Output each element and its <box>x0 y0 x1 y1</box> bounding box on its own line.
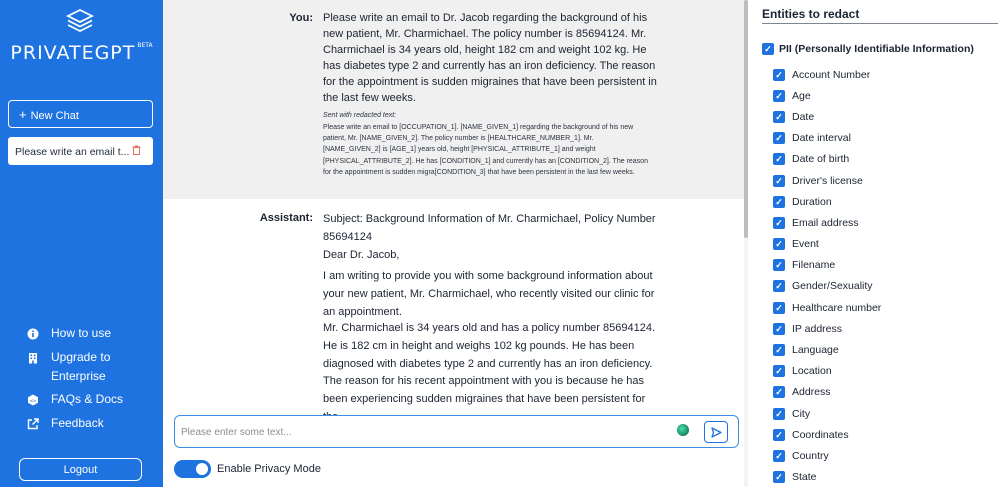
entity-item[interactable] <box>773 212 881 233</box>
sidebar <box>0 0 163 487</box>
check-icon[interactable]: ✓ <box>773 90 785 102</box>
entity-item[interactable] <box>773 403 881 424</box>
entity-item[interactable] <box>773 424 881 445</box>
entity-label: Address <box>792 386 831 399</box>
pii-group-label: PII (Personally Identifiable Information) <box>779 43 974 55</box>
assistant-speaker-label: Assistant: <box>259 212 313 224</box>
check-icon[interactable]: ✓ <box>773 365 785 377</box>
entity-label: Event <box>792 238 819 251</box>
check-icon[interactable]: ✓ <box>773 69 785 81</box>
stack-logo-icon <box>67 9 93 33</box>
send-icon <box>711 427 722 438</box>
check-icon[interactable]: ✓ <box>773 238 785 250</box>
entity-label: IP address <box>792 322 843 335</box>
status-dot-icon <box>677 424 689 436</box>
panel-title: Entities to redact <box>762 7 860 21</box>
assistant-paragraph: Subject: Background Information of Mr. Charmichael, Policy Number 85694124 <box>323 213 656 243</box>
entity-item[interactable] <box>773 64 881 85</box>
check-icon[interactable]: ✓ <box>773 408 785 420</box>
chat-history-item[interactable] <box>8 137 153 165</box>
check-icon[interactable]: ✓ <box>773 450 785 462</box>
check-icon[interactable]: ✓ <box>773 132 785 144</box>
entity-item[interactable] <box>773 85 881 106</box>
privacy-mode-toggle[interactable] <box>174 460 211 478</box>
check-icon[interactable]: ✓ <box>773 471 785 483</box>
faqs-docs-link[interactable]: <> FAQs & Docs <box>27 393 123 409</box>
check-icon[interactable]: ✓ <box>773 217 785 229</box>
building-icon <box>27 352 39 364</box>
entity-item[interactable] <box>773 445 881 466</box>
plus-icon: + <box>19 106 27 122</box>
chat-history-label: Please write an email t... <box>15 146 130 158</box>
upgrade-enterprise-link[interactable]: Upgrade to Enterprise <box>27 351 127 386</box>
check-icon[interactable]: ✓ <box>762 43 774 55</box>
check-icon[interactable]: ✓ <box>773 196 785 208</box>
entity-item[interactable] <box>773 318 881 339</box>
entity-item[interactable] <box>773 382 881 403</box>
new-chat-button[interactable]: + New Chat <box>8 100 153 128</box>
external-link-icon <box>27 418 39 430</box>
user-speaker-label: You: <box>289 12 313 24</box>
entity-label: Email address <box>792 216 859 229</box>
beta-badge: BETA <box>137 42 153 49</box>
toggle-knob <box>196 463 208 475</box>
privacy-mode-label: Enable Privacy Mode <box>217 463 321 475</box>
panel-divider <box>762 23 998 24</box>
how-to-use-link[interactable]: How to use <box>27 327 111 343</box>
send-button[interactable] <box>704 421 728 443</box>
entity-label: State <box>792 471 817 484</box>
user-message-block <box>163 0 745 199</box>
entity-label: Filename <box>792 259 836 272</box>
assistant-paragraph: I am writing to provide you with some background information about your new patient, Mr. Charmichael, who recently visited our clinic for an appointment. <box>323 270 655 318</box>
check-icon[interactable]: ✓ <box>773 386 785 398</box>
entity-item[interactable] <box>773 149 881 170</box>
check-icon[interactable]: ✓ <box>773 153 785 165</box>
entity-label: Age <box>792 89 811 102</box>
trash-icon[interactable] <box>132 145 141 155</box>
check-icon[interactable]: ✓ <box>773 429 785 441</box>
check-icon[interactable]: ✓ <box>773 259 785 271</box>
entity-item[interactable] <box>773 297 881 318</box>
chat-input-box <box>174 415 739 448</box>
entity-item[interactable] <box>773 339 881 360</box>
logout-button[interactable]: Logout <box>19 458 142 481</box>
entity-item[interactable] <box>773 234 881 255</box>
entity-item[interactable] <box>773 467 881 488</box>
chat-input[interactable] <box>181 424 671 440</box>
chat-main <box>163 0 745 487</box>
entity-item[interactable] <box>773 128 881 149</box>
check-icon[interactable]: ✓ <box>773 175 785 187</box>
assistant-paragraph: Dear Dr. Jacob, <box>323 249 400 261</box>
assistant-paragraph: The reason for his recent appointment with you is because he has been experiencing sudden migraines that have been persistent for <box>323 375 646 405</box>
entity-label: Coordinates <box>792 428 849 441</box>
check-icon[interactable]: ✓ <box>773 111 785 123</box>
entities-panel <box>748 0 1005 487</box>
entity-label: Country <box>792 449 829 462</box>
info-icon <box>27 328 39 340</box>
svg-text:<>: <> <box>29 398 37 405</box>
entity-label: Account Number <box>792 68 871 81</box>
entity-label: City <box>792 407 811 420</box>
entity-label: Healthcare number <box>792 301 882 314</box>
user-message-text: Please write an email to Dr. Jacob regarding the background of his new patient, Mr. Charmichael. The policy number is 85694124. Mr. Charmichael is 34 years old, height 182 cm and weight 102 kg. He has diabetes type 2 and currently has an iron deficiency. The reason for the appointment is sudden migraines that have been persistent in the last few weeks. <box>323 12 657 104</box>
check-icon[interactable]: ✓ <box>773 344 785 356</box>
entity-label: Gender/Sexuality <box>792 280 873 293</box>
entity-item[interactable] <box>773 191 881 212</box>
check-icon[interactable]: ✓ <box>773 302 785 314</box>
entity-label: Date interval <box>792 132 851 145</box>
brand-name: PRIVATEGPT $^{BETA}$ <box>10 42 153 64</box>
entity-label: Date of birth <box>792 153 850 166</box>
entity-label: Driver's license <box>792 174 863 187</box>
code-icon <box>27 394 39 406</box>
entity-label: Location <box>792 365 832 378</box>
redacted-label: Sent with redacted text: <box>323 112 397 119</box>
check-icon[interactable]: ✓ <box>773 280 785 292</box>
feedback-link[interactable]: Feedback <box>27 417 104 433</box>
redacted-message-text: Please write an email to [OCCUPATION_1]. [NAME_GIVEN_1] regarding the background of his new patient, Mr. [NAME_GIVEN_2]. The policy number is [HEALTHCARE_NUMBER_1]. Mr. [NAME_GIVEN_2] is [AGE_1] years old, height [PHYSICAL_ATTRIBUTE_1] and weight [PHYSICAL_ATTRIBUTE_2]. He has [CONDITION_1] and currently has an [CONDITION_2]. The reason for the appointment is sudden migra[CONDITION_3] that have been persistent in the last few weeks. <box>323 124 648 176</box>
entity-item[interactable] <box>773 170 881 191</box>
entity-item[interactable] <box>773 255 881 276</box>
entity-item[interactable] <box>773 276 881 297</box>
privacy-mode-row <box>174 460 321 478</box>
entity-label: Duration <box>792 195 832 208</box>
pii-group-row[interactable] <box>762 43 974 55</box>
entity-label: Language <box>792 344 839 357</box>
entity-item[interactable] <box>773 361 881 382</box>
check-icon[interactable]: ✓ <box>773 323 785 335</box>
entity-label: Date <box>792 110 815 123</box>
assistant-paragraph: Mr. Charmichael is 34 years old and has a policy number 85694124. He is 182 cm in height and weighs 102 kg pounds. He has been diagnosed with diabetes type 2 and currently has an iron deficiency. <box>323 322 656 370</box>
entity-list <box>773 64 881 488</box>
entity-item[interactable] <box>773 106 881 127</box>
